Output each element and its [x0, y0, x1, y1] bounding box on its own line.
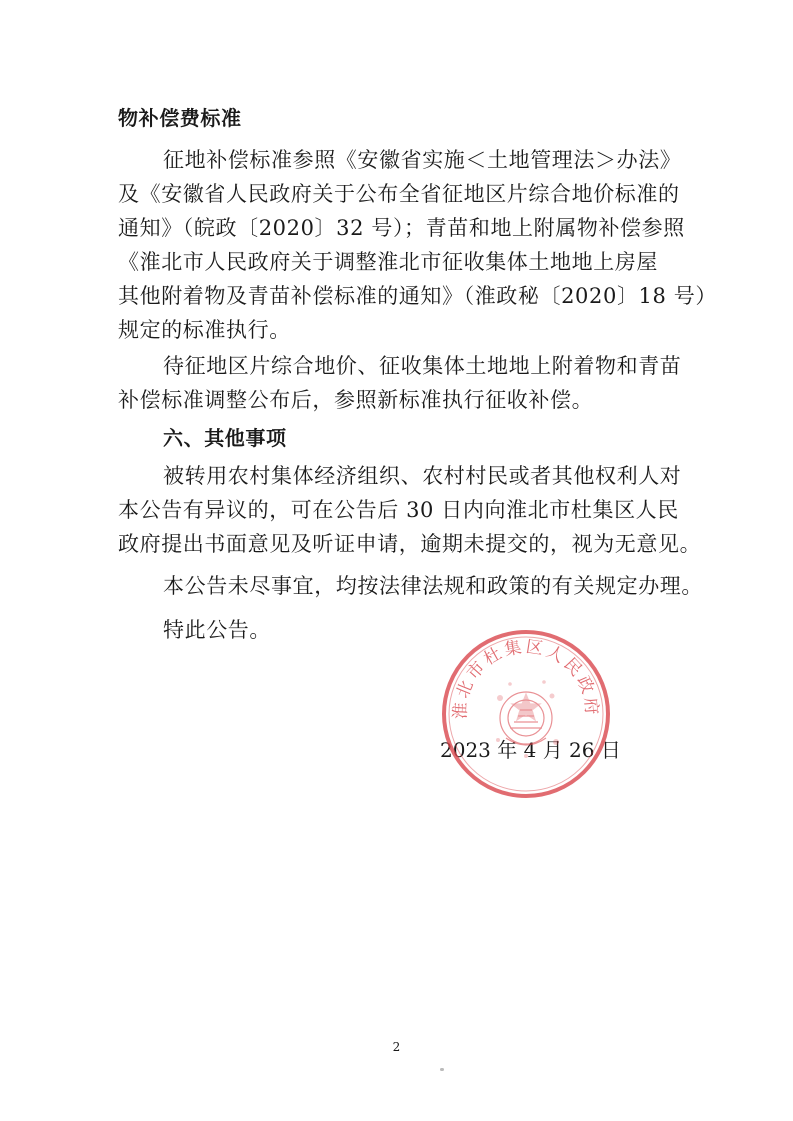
closing-statement: 特此公告。: [163, 618, 271, 642]
scan-speck: [440, 1068, 444, 1071]
seal-text: 淮北市杜集区人民政府: [450, 636, 602, 720]
paragraph-line: 补偿标准调整公布后，参照新标准执行征收补偿。: [118, 388, 594, 412]
section-title-other-matters: 六、其他事项: [163, 426, 287, 450]
paragraph-line: 通知》（皖政〔2020〕32 号）；青苗和地上附属物补偿参照: [118, 216, 685, 240]
paragraph-line: 征地补偿标准参照《安徽省实施＜土地管理法＞办法》: [163, 148, 682, 172]
paragraph-line: 政府提出书面意见及听证申请，逾期未提交的，视为无意见。: [118, 532, 702, 556]
issue-date: 2023 年 4 月 26 日: [440, 738, 621, 762]
paragraph-line: 待征地区片综合地价、征收集体土地地上附着物和青苗: [163, 354, 682, 378]
paragraph-line: 本公告未尽事宜，均按法律法规和政策的有关规定办理。: [163, 574, 703, 598]
official-seal-stamp: [440, 628, 612, 800]
paragraph-line: 其他附着物及青苗补偿标准的通知》（淮政秘〔2020〕18 号）: [118, 284, 717, 308]
paragraph-line: 及《安徽省人民政府关于公布全省征地区片综合地价标准的: [118, 182, 680, 206]
paragraph-line: 本公告有异议的，可在公告后 30 日内向淮北市杜集区人民: [118, 498, 679, 522]
paragraph-line: 《淮北市人民政府关于调整淮北市征收集体土地地上房屋: [118, 250, 658, 274]
section-heading-continuation: 物补偿费标准: [118, 106, 242, 130]
seal-emblem: [500, 692, 552, 745]
page-number: 2: [392, 1040, 401, 1054]
paragraph-line: 被转用农村集体经济组织、农村村民或者其他权利人对: [163, 464, 682, 488]
paragraph-line: 规定的标准执行。: [118, 318, 291, 342]
